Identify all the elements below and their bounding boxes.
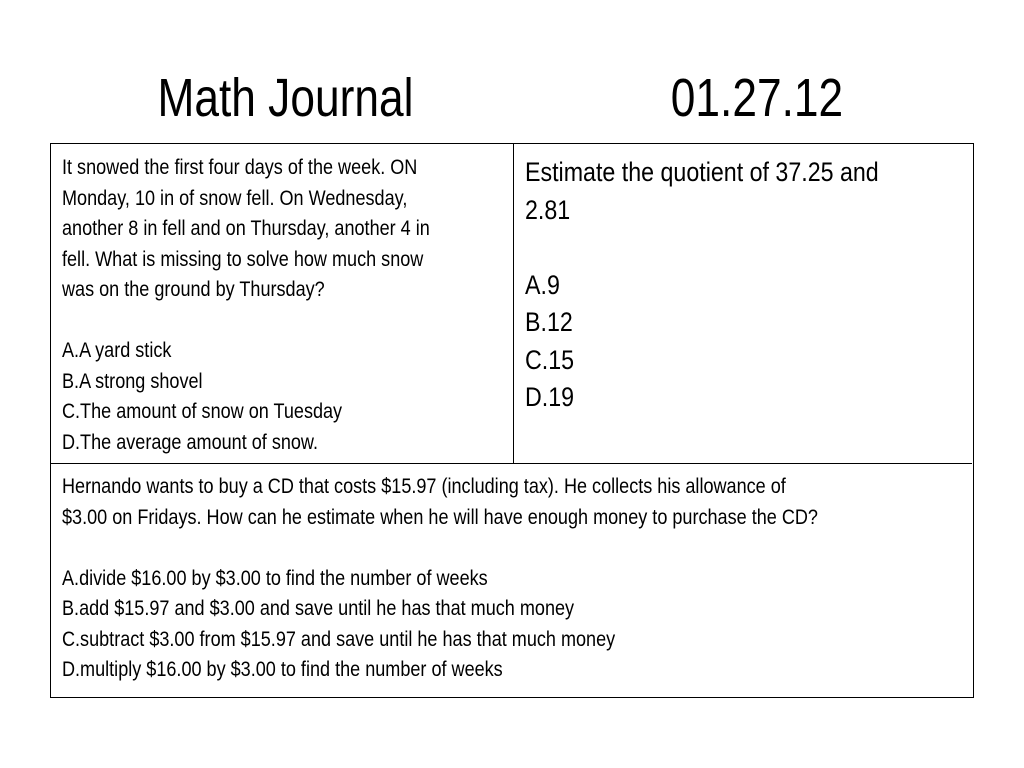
answer-choice-d: D.19 [525, 382, 575, 412]
journal-table [50, 143, 974, 698]
question-cell-quotient [514, 144, 972, 464]
question-text-line: It snowed the first four days of the week. ON [62, 156, 418, 179]
answer-choice-c: C.The amount of snow on Tuesday [62, 400, 343, 423]
question-text-line: another 8 in fell and on Thursday, another 4 in [62, 217, 430, 240]
spacer [525, 229, 909, 267]
journal-date: 01.27.12 [670, 68, 844, 128]
question-text-line: $3.00 on Fridays. How can he estimate when he will have enough money to purchase the CD? [62, 505, 818, 529]
question-text-line: 2.81 [525, 194, 571, 225]
answer-choice-d: D.The average amount of snow. [62, 430, 318, 454]
question-text-line: was on the ground by Thursday? [62, 278, 325, 301]
answer-choice-a: A.divide $16.00 by $3.00 to find the number of weeks [62, 566, 488, 590]
question-cell-snow [51, 144, 514, 464]
answer-choice-b: B.add $15.97 and $3.00 and save until he has that much money [62, 597, 575, 620]
answer-choice-a: A.9 [525, 269, 560, 300]
question-text-line: Estimate the quotient of 37.25 and [525, 157, 879, 187]
spacer [62, 533, 845, 564]
question-text-line: fell. What is missing to solve how much snow [62, 247, 424, 271]
question-text-line: Monday, 10 in of snow fell. On Wednesday, [62, 186, 408, 210]
journal-title: Math Journal [157, 68, 414, 128]
answer-choice-c: C.15 [525, 344, 575, 375]
question-text-line: Hernando wants to buy a CD that costs $15.97 (including tax). He collects his allowance of [62, 475, 786, 498]
page-title [0, 62, 844, 134]
answer-choice-b: B.12 [525, 307, 573, 337]
question-cell-cd-purchase [51, 464, 972, 696]
answer-choice-a: A.A yard stick [62, 339, 172, 362]
answer-choice-d: D.multiply $16.00 by $3.00 to find the number of weeks [62, 658, 503, 681]
answer-choice-b: B.A strong shovel [62, 369, 203, 393]
answer-choice-c: C.subtract $3.00 from $15.97 and save until he has that much money [62, 627, 616, 651]
spacer [62, 306, 450, 337]
